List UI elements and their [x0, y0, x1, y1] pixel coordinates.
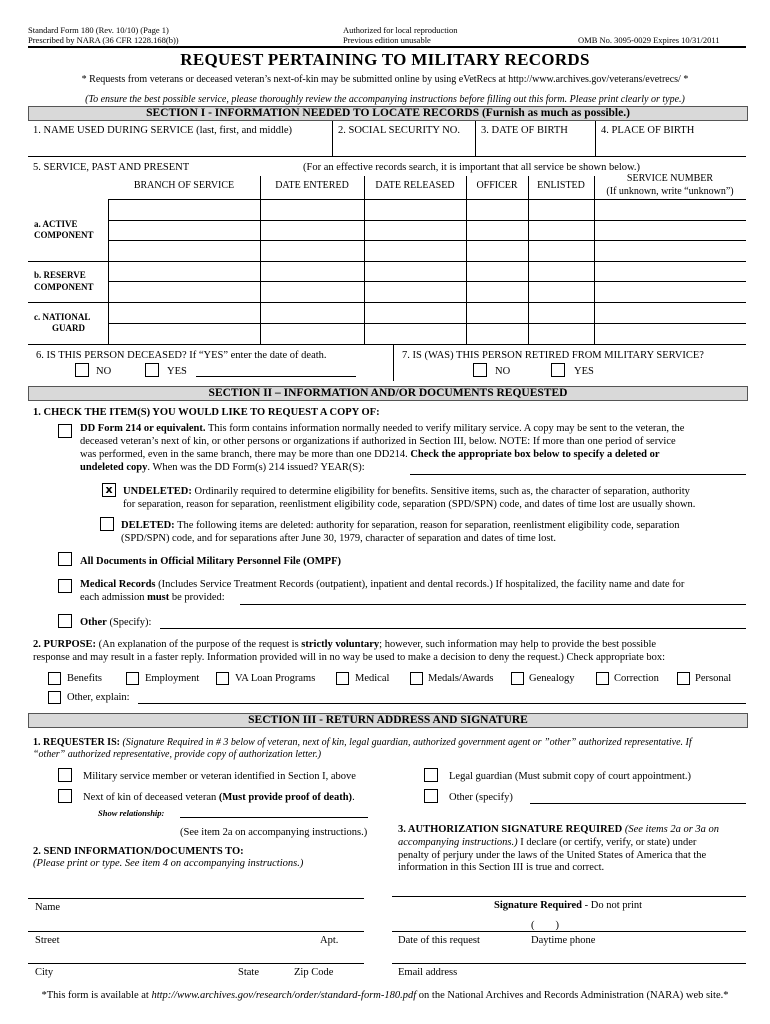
field1-label: 1. NAME USED DURING SERVICE (last, first, and middle) — [33, 125, 293, 136]
name-input[interactable] — [40, 137, 325, 153]
requester-nok-proof: (Must provide proof of death) — [218, 792, 353, 803]
other-doc-title: Other — [80, 617, 107, 628]
auth-instructions: accompanying instructions.) — [398, 837, 518, 848]
dd214-line4a: undeleted copy — [80, 462, 148, 473]
deleted-title: DELETED: — [121, 520, 175, 531]
purpose-correction-checkbox[interactable] — [596, 672, 609, 685]
purpose-title: 2. PURPOSE: — [33, 639, 96, 650]
requester-title: 1. REQUESTER IS: — [33, 737, 120, 748]
field3-label: 3. DATE OF BIRTH — [481, 125, 568, 136]
previous-edition: Previous edition unusable — [343, 35, 431, 45]
requester-other-checkbox[interactable] — [424, 789, 438, 803]
dd214-line2: deceased veteran’s next of kin, or other persons or organizations if authorized in Section III, below. NOTE: If more than one period of service — [80, 436, 676, 447]
street-label: Street — [35, 935, 60, 946]
undeleted-title: UNDELETED: — [123, 486, 192, 497]
purpose-other-checkbox[interactable] — [48, 691, 61, 704]
deceased-no-label: NO — [96, 366, 112, 377]
omb-number: OMB No. 3095-0029 Expires 10/31/2011 — [578, 35, 720, 45]
purpose-employment-checkbox[interactable] — [126, 672, 139, 685]
purpose-va-loan-checkbox[interactable] — [216, 672, 229, 685]
col-branch: BRANCH OF SERVICE — [133, 180, 235, 191]
signature-label — [494, 899, 642, 912]
section2-title: SECTION II – INFORMATION AND/OR DOCUMENTS REQUESTED — [28, 386, 748, 401]
col-service-number-note: (If unknown, write “unknown”) — [606, 186, 734, 197]
send-info-label: 2. SEND INFORMATION/DOCUMENTS TO: — [33, 846, 244, 857]
requester-guardian-label: Legal guardian (Must submit copy of court appointment.) — [449, 771, 692, 782]
purpose-other-input[interactable] — [138, 703, 746, 704]
footer-text-b: on the National Archives and Records Administration (NARA) web site.* — [416, 990, 729, 1001]
page-title: REQUEST PERTAINING TO MILITARY RECORDS — [180, 50, 590, 69]
auth-line3: penalty of perjury under the laws of the United States of America that the — [398, 850, 707, 861]
purpose-text-b: ; however, such information may help to provide the best possible — [379, 639, 657, 650]
field6-label: 6. IS THIS PERSON DECEASED? If “YES” enter the date of death. — [36, 350, 327, 361]
purpose-personal-label: Personal — [695, 673, 732, 684]
date-phone-line[interactable] — [392, 931, 746, 932]
requester-guardian-checkbox[interactable] — [424, 768, 438, 782]
purpose-voluntary: strictly voluntary — [301, 639, 380, 650]
undeleted-checkbox[interactable]: x — [102, 483, 116, 497]
relationship-input[interactable] — [180, 817, 368, 818]
phone-area-code: ( ) — [531, 920, 559, 931]
requester-note: (Signature Required in # 3 below of veteran, next of kin, legal guardian, authorized government agent or ”other” authorized representative. If — [119, 737, 692, 748]
signature-required: Signature Required — [494, 900, 582, 911]
date-request-label: Date of this request — [398, 935, 480, 946]
requester-military-label: Military service member or veteran identified in Section I, above — [83, 771, 356, 782]
col-date-released: DATE RELEASED — [375, 180, 455, 191]
undeleted-line1 — [123, 485, 690, 498]
section1-title: SECTION I - INFORMATION NEEDED TO LOCATE RECORDS (Furnish as much as possible.) — [28, 106, 748, 121]
retired-no-checkbox[interactable] — [473, 363, 487, 377]
retired-yes-checkbox[interactable] — [551, 363, 565, 377]
ompf-checkbox[interactable] — [58, 552, 72, 566]
dd214-checkbox[interactable] — [58, 424, 72, 438]
purpose-genealogy-checkbox[interactable] — [511, 672, 524, 685]
deceased-yes-label: YES — [167, 366, 187, 377]
requester-military-checkbox[interactable] — [58, 768, 72, 782]
dd214-text — [80, 422, 746, 435]
requester-other-input[interactable] — [530, 803, 746, 804]
show-relationship-label: Show relationship: — [98, 808, 165, 818]
other-doc-text: (Specify): — [106, 617, 152, 628]
purpose-medical-checkbox[interactable] — [336, 672, 349, 685]
authorized-reproduction: Authorized for local reproduction — [343, 25, 458, 35]
email-label: Email address — [398, 967, 458, 978]
row-reserve-1: b. RESERVE — [34, 270, 86, 280]
other-doc-input[interactable] — [160, 628, 746, 629]
dd214-line4 — [80, 461, 365, 474]
auth-line4: information in this Section III is true and correct. — [398, 862, 605, 873]
form-number: Standard Form 180 (Rev. 10/10) (Page 1) — [28, 25, 169, 35]
header-rule — [28, 46, 746, 48]
other-doc-label — [80, 616, 151, 629]
field2-label: 2. SOCIAL SECURITY NO. — [338, 125, 461, 136]
col-enlisted: ENLISTED — [537, 180, 585, 191]
purpose-benefits-checkbox[interactable] — [48, 672, 61, 685]
row-active-1: a. ACTIVE — [34, 219, 78, 229]
medical-title: Medical Records — [80, 579, 156, 590]
signature-do-not-print: - Do not print — [582, 900, 643, 911]
medical-records-checkbox[interactable] — [58, 579, 72, 593]
instructions-note: (To ensure the best possible service, please thoroughly review the accompanying instructions before filling out this form. Please print clearly or type.) — [85, 94, 685, 105]
purpose-employment-label: Employment — [145, 673, 200, 684]
ssn-input[interactable] — [338, 137, 468, 153]
dd214-line3b: Check the appropriate box below to specify a deleted or — [410, 449, 660, 460]
street-line[interactable] — [28, 931, 364, 932]
name-line[interactable] — [28, 898, 364, 899]
auth-line2 — [398, 836, 743, 849]
purpose-medals-checkbox[interactable] — [410, 672, 423, 685]
section3-title: SECTION III - RETURN ADDRESS AND SIGNATURE — [28, 713, 748, 728]
zip-label: Zip Code — [294, 967, 334, 978]
row-reserve-2: COMPONENT — [34, 282, 94, 292]
field5-label: 5. SERVICE, PAST AND PRESENT — [33, 162, 190, 173]
requester-nok-text: Next of kin of deceased veteran — [83, 792, 219, 803]
col-service-number: SERVICE NUMBER — [626, 173, 714, 184]
see-item-2a: (See item 2a on accompanying instructions.) — [180, 827, 368, 838]
medical-text: (Includes Service Treatment Records (outpatient), inpatient and dental records.) If hospitalized, the facility name and date for — [155, 579, 685, 590]
field7-label: 7. IS (WAS) THIS PERSON RETIRED FROM MILITARY SERVICE? — [402, 350, 704, 361]
city-line[interactable] — [28, 963, 364, 964]
purpose-benefits-label: Benefits — [67, 673, 102, 684]
other-doc-checkbox[interactable] — [58, 614, 72, 628]
purpose-personal-checkbox[interactable] — [677, 672, 690, 685]
dd214-line3 — [80, 448, 660, 461]
medical-facility-input[interactable] — [240, 604, 746, 605]
field4-label: 4. PLACE OF BIRTH — [601, 125, 695, 136]
purpose-text-a: (An explanation of the purpose of the request is — [96, 639, 302, 650]
purpose-va-loan-label: VA Loan Programs — [235, 673, 316, 684]
purpose-line1 — [33, 638, 656, 651]
retired-no-label: NO — [495, 366, 511, 377]
signature-line[interactable] — [392, 896, 746, 897]
requester-line2: “other” authorized representative, provide copy of authorization letter.) — [33, 749, 322, 760]
send-info-note: (Please print or type. See item 4 on accompanying instructions.) — [33, 858, 304, 869]
name-label: Name — [35, 902, 61, 913]
col-date-entered: DATE ENTERED — [275, 180, 349, 191]
medical-line2 — [80, 591, 225, 604]
dd214-line1: This form contains information normally needed to verify military service. A copy may be sent to the veteran, the — [205, 423, 685, 434]
purpose-medals-label: Medals/Awards — [428, 673, 494, 684]
requester-nok-checkbox[interactable] — [58, 789, 72, 803]
prescribed-by: Prescribed by NARA (36 CFR 1228.168(b)) — [28, 35, 179, 45]
purpose-line2: response and may result in a faster reply. Information provided will in no way be used to make a decision to deny the request.) Check appropriate box: — [33, 652, 666, 663]
row-guard-1: c. NATIONAL — [34, 312, 91, 322]
footer-url[interactable]: http://www.archives.gov/research/order/standard-form-180.pdf — [151, 990, 417, 1001]
medical-line1 — [80, 578, 684, 591]
col-officer: OFFICER — [476, 180, 518, 191]
footer-text-a: *This form is available at — [41, 990, 152, 1001]
undeleted-line2: for separation, reason for separation, reenlistment eligibility code, separation (SPD/SPN) code, and dates of time lost are usually shown. — [123, 499, 696, 510]
footer-note — [0, 989, 770, 1002]
q1-label: 1. CHECK THE ITEM(S) YOU WOULD LIKE TO REQUEST A COPY OF: — [33, 407, 380, 418]
requester-other-label: Other (specify) — [449, 792, 513, 803]
dd214-years-input[interactable] — [410, 474, 746, 475]
field5-note: (For an effective records search, it is important that all service be shown below.) — [303, 162, 641, 173]
pob-input[interactable] — [601, 137, 741, 153]
medical-line2b: must — [147, 592, 170, 603]
requester-nok-label — [83, 791, 355, 804]
undeleted-text: Ordinarily required to determine eligibility for benefits. Sensitive items, such as, the character of separation, authority — [191, 486, 690, 497]
email-line[interactable] — [392, 963, 746, 964]
auth-see: (See items 2a or 3a on — [622, 824, 720, 835]
deleted-line2: (SPD/SPN) code, and for separations after June 30, 1979, character of separation and dates of time lost. — [121, 533, 557, 544]
state-label: State — [238, 967, 259, 978]
requester-nok-end: . — [352, 792, 355, 803]
daytime-phone-label: Daytime phone — [531, 935, 596, 946]
auth-declare: I declare (or certify, verify, or state) under — [517, 837, 697, 848]
deceased-yes-checkbox[interactable] — [145, 363, 159, 377]
purpose-genealogy-label: Genealogy — [529, 673, 575, 684]
death-date-input[interactable] — [196, 376, 356, 377]
apt-label: Apt. — [320, 935, 339, 946]
deleted-text: The following items are deleted: authority for separation, reason for separation, reenlistment eligibility code, separation — [174, 520, 680, 531]
row-guard-2: GUARD — [52, 323, 85, 333]
purpose-correction-label: Correction — [614, 673, 659, 684]
auth-title: 3. AUTHORIZATION SIGNATURE REQUIRED — [398, 824, 623, 835]
dd214-title: DD Form 214 or equivalent. — [80, 423, 206, 434]
deceased-no-checkbox[interactable] — [75, 363, 89, 377]
ompf-label: All Documents in Official Military Personnel File (OMPF) — [80, 556, 341, 567]
city-label: City — [35, 967, 54, 978]
medical-line2a: each admission — [80, 592, 148, 603]
evetrecs-note: * Requests from veterans or deceased veteran’s next-of-kin may be submitted online by using eVetRecs at http://www.archives.gov/veterans/evetrecs/ * — [81, 74, 689, 85]
dd214-line3a: was performed, even in the same branch, there may be more than one DD214. — [80, 449, 411, 460]
row-active-2: COMPONENT — [34, 230, 94, 240]
purpose-medical-label: Medical — [355, 673, 390, 684]
auth-line1 — [398, 823, 743, 836]
deleted-checkbox[interactable] — [100, 517, 114, 531]
dob-input[interactable] — [481, 137, 591, 153]
dd214-line4b: . When was the DD Form(s) 214 issued? YEAR(S): — [147, 462, 365, 473]
deleted-line1 — [121, 519, 680, 532]
purpose-other-label: Other, explain: — [67, 692, 130, 703]
retired-yes-label: YES — [574, 366, 594, 377]
medical-line2c: be provided: — [169, 592, 225, 603]
